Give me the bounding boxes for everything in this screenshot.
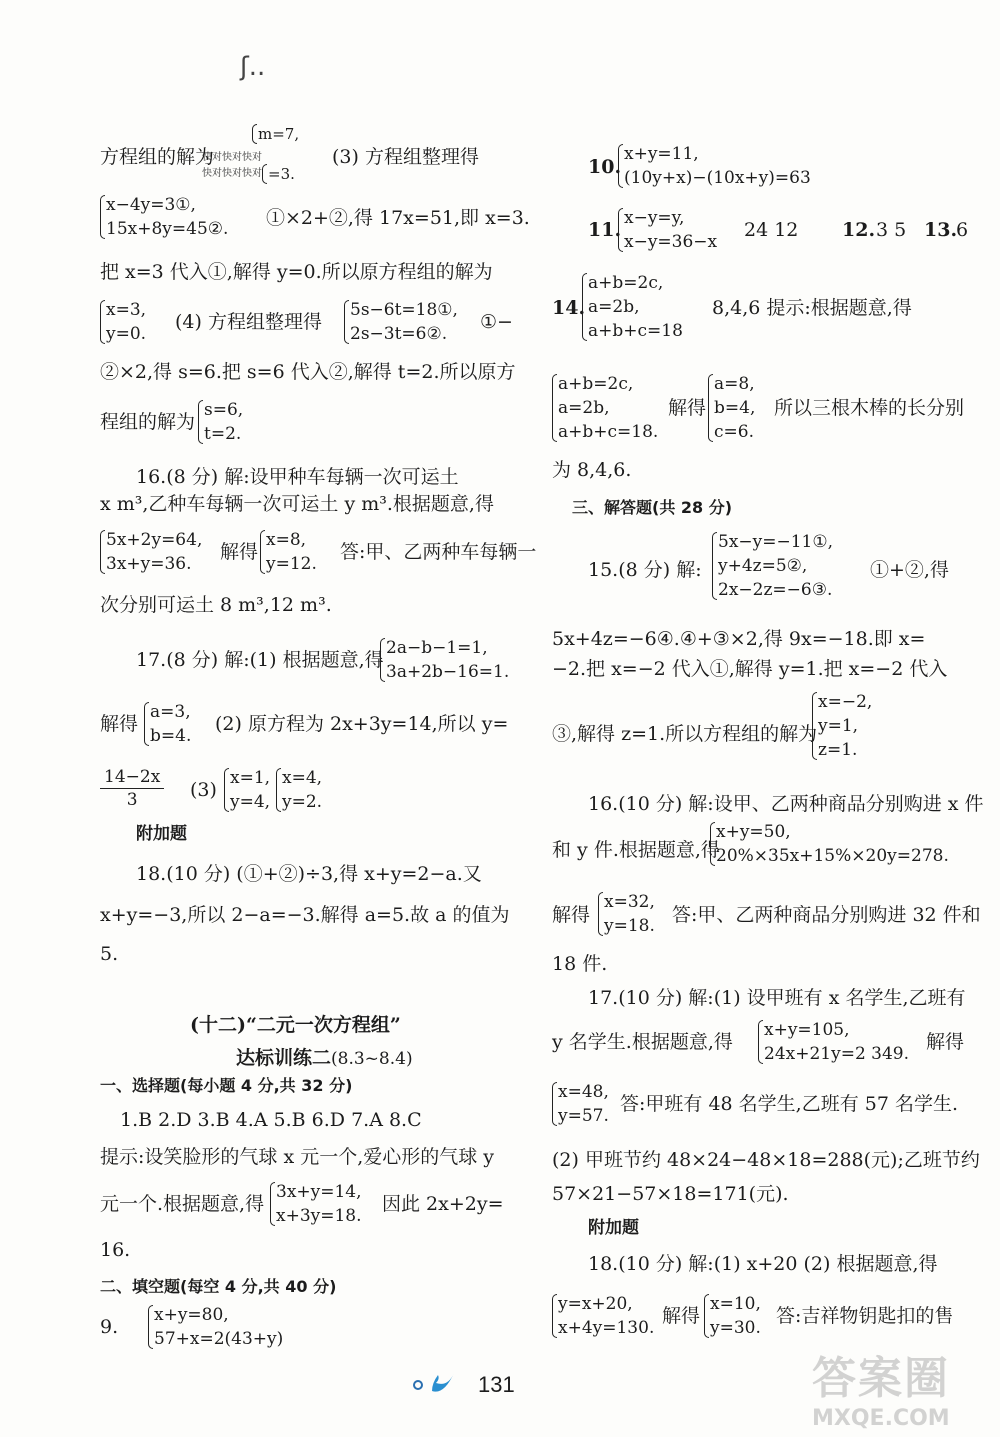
equation-system: x=48, y=57. [558,1082,609,1126]
text-line: (4) 方程组整理得 [175,311,322,333]
equation-system: x−y=y, x−y=36−x [624,208,718,252]
question-12: 12. [842,219,876,241]
text-line: 答:甲班有 48 名学生,乙班有 57 名学生. [620,1093,958,1115]
equation-system: x+y=80, 57+x=2(43+y) [154,1305,284,1349]
text-line: 57×21−57×18=171(元). [552,1183,789,1205]
text-line: 程组的解为 [100,411,196,433]
question-17: 17.(8 分) 解:(1) 根据题意,得 [136,649,384,671]
text-line: 5x+4z=−6④.④+③×2,得 9x=−18.即 x= [552,628,926,650]
text-line: 16. [100,1239,131,1261]
text-line: x+y=−3,所以 2−a=−3.解得 a=5.故 a 的值为 [100,904,510,926]
scribble-note: 快对快对快对 [202,168,262,179]
answer: 3 5 [876,219,907,241]
equation-system: x=−2, y=1, z=1. [818,692,873,760]
text-line: ②×2,得 s=6.把 s=6 代入②,解得 t=2.所以原方 [100,361,516,383]
text-line: 解得 [100,713,139,735]
equation-system: x=32, y=18. [604,892,655,936]
page-number: 131 [478,1372,515,1397]
system-fragment: =3. [268,162,295,186]
text-line: 答:甲、乙两种商品分别购进 32 件和 [672,904,981,926]
equation-system: x+y=11, (10y+x)−(10x+y)=63 [624,144,811,188]
text-line: 5. [100,943,119,965]
left-column [100,0,537,1380]
text-line: ①− [480,311,513,333]
text-line: (3) 方程组整理得 [332,146,479,168]
text-line: 答:甲、乙两种车每辆一 [340,541,537,563]
equation-system: 5x+2y=64, 3x+y=36. [106,530,203,574]
question-14: 14. [552,297,586,319]
bonus-heading: 附加题 [136,824,187,844]
equation-system: 5x−y=−11①, y+4z=5②, 2x−2z=−6③. [718,532,834,600]
text-line: x m³,乙种车每辆一次可运土 y m³.根据题意,得 [100,493,494,515]
text-line: 8,4,6 提示:根据题意,得 [712,297,912,319]
equation-system: a=3, b=4. [150,702,192,746]
question-10: 10. [588,156,622,178]
question-15: 15.(8 分) 解: [588,559,702,581]
question-18: 18.(10 分) 解:(1) x+20 (2) 根据题意,得 [588,1253,938,1275]
text-line: (3) [190,779,217,801]
section-title: (十二)“二元一次方程组” [190,1014,401,1036]
fraction: $\frac{14-2x}{3}$ [100,766,164,811]
text-line: 提示:设笑脸形的气球 x 元一个,爱心形的气球 y [100,1146,495,1168]
question-18: 18.(10 分) (①+②)÷3,得 x+y=2−a.又 [136,863,482,885]
text-line: 方程组的解为 [100,146,215,168]
text-line: 次分别可运土 8 m³,12 m³. [100,594,332,616]
bonus-heading: 附加题 [588,1218,639,1238]
text-line: 解得 [552,904,591,926]
equation-system: x=4, y=2. [282,768,323,812]
equation-system: a=8, b=4, c=6. [714,374,756,442]
text-line: ①×2+②,得 17x=51,即 x=3. [266,207,530,229]
equation-system: 2a−b−1=1, 3a+2b−16=1. [386,638,510,682]
text-line: 解得 [220,541,259,563]
publisher-logo-icon [410,1365,470,1397]
question-9: 9. [100,1316,119,1338]
question-17: 17.(10 分) 解:(1) 设甲班有 x 名学生,乙班有 [588,987,966,1009]
equation-system: x+y=50, 20%×35x+15%×20y=278. [716,822,949,866]
question-11: 11. [588,219,622,241]
text-line: 18 件. [552,953,608,975]
text-line: ①+②,得 [870,559,949,581]
choice-answers: 1.B 2.D 3.B 4.A 5.B 6.D 7.A 8.C [120,1109,422,1131]
text-line: (2) 原方程为 2x+3y=14,所以 y= [215,713,509,735]
equation-system: s=6, t=2. [204,400,244,444]
text-line: 所以三根木棒的长分别 [774,397,965,419]
section-subtitle: 达标训练二(8.3~8.4) [236,1047,413,1069]
text-line: ③,解得 z=1.所以方程组的解为 [552,723,818,745]
equation-system: y=x+20, x+4y=130. [558,1294,655,1338]
text-line: 和 y 件.根据题意,得 [552,839,720,861]
question-16: 16.(8 分) 解:设甲种车每辆一次可运土 [136,466,459,488]
part-heading: 二、填空题(每空 4 分,共 40 分) [100,1277,337,1296]
text-line: −2.把 x=−2 代入①,解得 y=1.把 x=−2 代入 [552,658,948,680]
equation-system: x=8, y=12. [266,530,317,574]
question-16: 16.(10 分) 解:设甲、乙两种商品分别购进 x 件 [588,793,984,815]
watermark: 答案圈 MXQE.COM [812,1353,950,1431]
right-column [552,0,984,1380]
equation-system: a+b=2c, a=2b, a+b+c=18. [558,374,659,442]
equation-system: 5s−6t=18①, 2s−3t=6②. [350,300,458,344]
text-line: 元一个.根据题意,得 [100,1193,265,1215]
equation-system: x=3, y=0. [106,300,147,344]
part-heading: 一、选择题(每小题 4 分,共 32 分) [100,1076,353,1095]
text-line: 为 8,4,6. [552,459,632,481]
handwriting-mark: ʃ.. [240,52,266,82]
answer: 24 12 [744,219,799,241]
question-13: 13. [924,219,958,241]
equation-system: a+b=2c, a=2b, a+b+c=18 [588,273,683,341]
equation-system: 3x+y=14, x+3y=18. [276,1182,362,1226]
equation-system: x=10, y=30. [710,1294,761,1338]
text-line: 答:吉祥物钥匙扣的售 [776,1305,954,1327]
text-line: 把 x=3 代入①,解得 y=0.所以原方程组的解为 [100,261,493,283]
equation-system: x+y=105, 24x+21y=2 349. [764,1020,910,1064]
text-line: 解得 [668,397,707,419]
text-line: (2) 甲班节约 48×24−48×18=288(元);乙班节约 [552,1149,980,1171]
equation-system: x−4y=3①, 15x+8y=45②. [106,195,229,239]
scribble-note: 快对快对快对 [202,152,262,163]
answer: 6 [956,219,969,241]
text-line: 因此 2x+2y= [382,1193,504,1215]
part-heading: 三、解答题(共 28 分) [572,498,733,517]
system-fragment: m=7, [258,122,299,146]
text-line: y 名学生.根据题意,得 [552,1031,733,1053]
equation-system: x=1, y=4, [230,768,271,812]
text-line: 解得 [662,1305,701,1327]
text-line: 解得 [926,1031,965,1053]
